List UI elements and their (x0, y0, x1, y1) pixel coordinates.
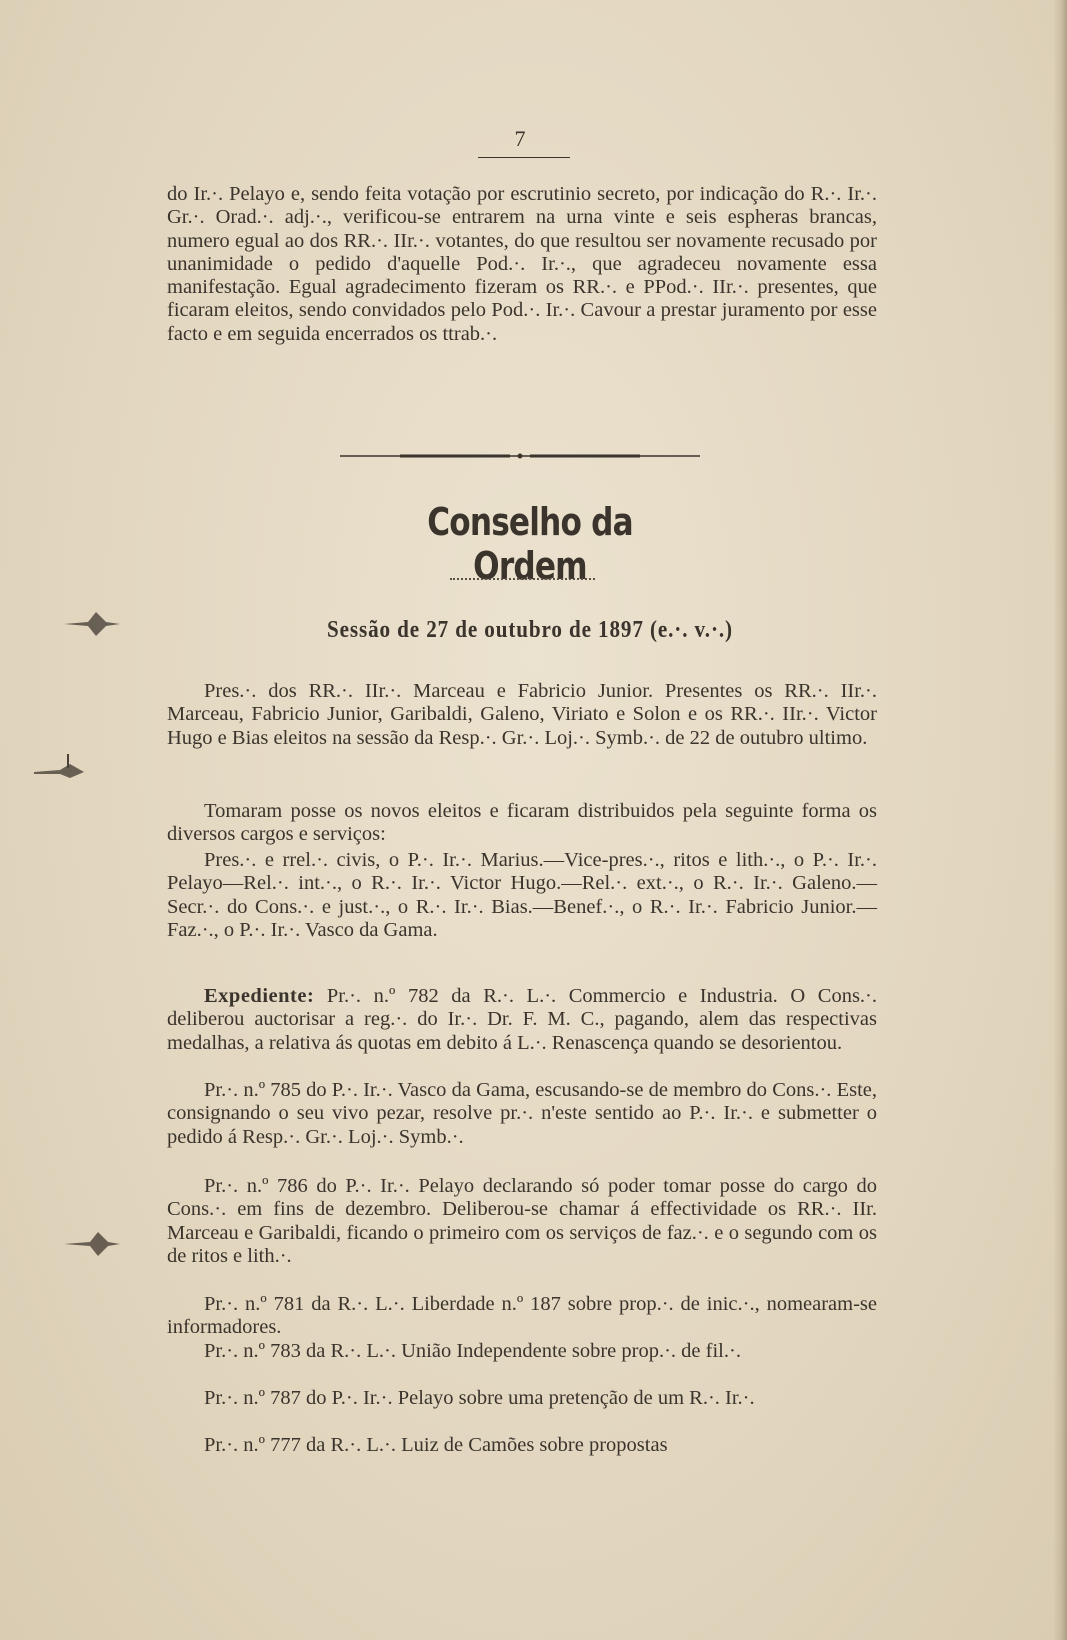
expediente-paragraph (167, 985, 877, 1055)
section-title: Conselho da Ordem (427, 500, 633, 588)
page-edge-shadow (1053, 0, 1067, 1640)
session-heading: Sessão de 27 de outubro de 1897 (e.·. v.·.) (327, 617, 733, 643)
expediente-label: Expediente: (204, 985, 315, 1007)
margin-mark-icon (62, 600, 122, 650)
expediente-item: Pr.·. n.º 783 da R.·. L.·. União Independente sobre prop.·. de fil.·. (204, 1340, 741, 1362)
page-number-underline (478, 157, 570, 158)
expediente-item: Pr.·. n.º 781 da R.·. L.·. Liberdade n.º 187 sobre prop.·. de inic.·., nomearam-se informadores. (167, 1293, 877, 1339)
margin-mark-icon (62, 1218, 122, 1268)
intro-paragraph: do Ir.·. Pelayo e, sendo feita votação por escrutinio secreto, por indicação do R.·. Ir.·. Gr.·. Orad.·. adj.·., verificou-se entrarem na urna vinte e seis espheras brancas, numero egual ao dos RR.·. IIr.·. votantes, do que resultou ser novamente recusado por unanimidade o pedido d'aquelle Pod.·. Ir.·., que agradeceu novamente essa manifestação. Egual agradecimento fizeram os RR.·. e PPod.·. IIr.·. presentes, que ficaram eleitos, sendo convidados pelo Pod.·. Ir.·. Cavour a prestar juramento por esse facto e em seguida encerrados os ttrab.·. (167, 183, 877, 345)
dotted-rule (450, 578, 595, 580)
inauguration-paragraph: Tomaram posse os novos eleitos e ficaram distribuidos pela seguinte forma os diversos cargos e serviços: (167, 800, 877, 846)
expediente-item: Pr.·. n.º 777 da R.·. L.·. Luiz de Camões sobre propostas (204, 1434, 668, 1456)
attendance-paragraph: Pres.·. dos RR.·. IIr.·. Marceau e Fabricio Junior. Presentes os RR.·. IIr.·. Marceau, Fabricio Junior, Garibaldi, Galeno, Viriato e Solon e os RR.·. IIr.·. Victor Hugo e Bias eleitos na sessão da Resp.·. Gr.·. Loj.·. Symb.·. de 22 de outubro ultimo. (167, 680, 877, 749)
expediente-item: Pr.·. n.º 787 do P.·. Ir.·. Pelayo sobre uma pretenção de um R.·. Ir.·. (204, 1387, 755, 1409)
expediente-item: Pr.·. n.º 785 do P.·. Ir.·. Vasco da Gama, escusando-se de membro do Cons.·. Este, consignando o seu vivo pezar, resolve pr.·. n'este sentido ao P.·. Ir.·. e submetter o pedido á Resp.·. Gr.·. Loj.·. Symb.·. (167, 1079, 877, 1148)
page-number: 7 (514, 126, 526, 151)
section-divider-ornament (340, 451, 700, 461)
expediente-item: Pr.·. n.º 786 do P.·. Ir.·. Pelayo declarando só poder tomar posse do cargo do Cons.·. em fins de dezembro. Deliberou-se chamar á effectividade os RR.·. IIr. Marceau e Garibaldi, ficando o primeiro com os serviços de faz.·. e o segundo com os de ritos e lith.·. (167, 1175, 877, 1267)
expediente-text: Pr.·. n.º 782 da R.·. L.·. Commercio e Industria. O Cons.·. deliberou auctorisar a reg.·. do Ir.·. Dr. F. M. C., pagando, alem das respectivas medalhas, a relativa ás quotas em debito á L.·. Renascença quando se desorientou. (167, 985, 877, 1054)
margin-mark-icon (30, 750, 90, 800)
offices-paragraph: Pres.·. e rrel.·. civis, o P.·. Ir.·. Marius.—Vice-pres.·., ritos e lith.·., o P.·. Ir.·. Pelayo—Rel.·. int.·., o R.·. Ir.·. Victor Hugo.—Rel.·. ext.·., o R.·. Ir.·. Galeno.—Secr.·. do Cons.·. e just.·., o R.·. Ir.·. Bias.—Benef.·., o R.·. Ir.·. Fabricio Junior.—Faz.·., o P.·. Ir.·. Vasco da Gama. (167, 849, 877, 941)
